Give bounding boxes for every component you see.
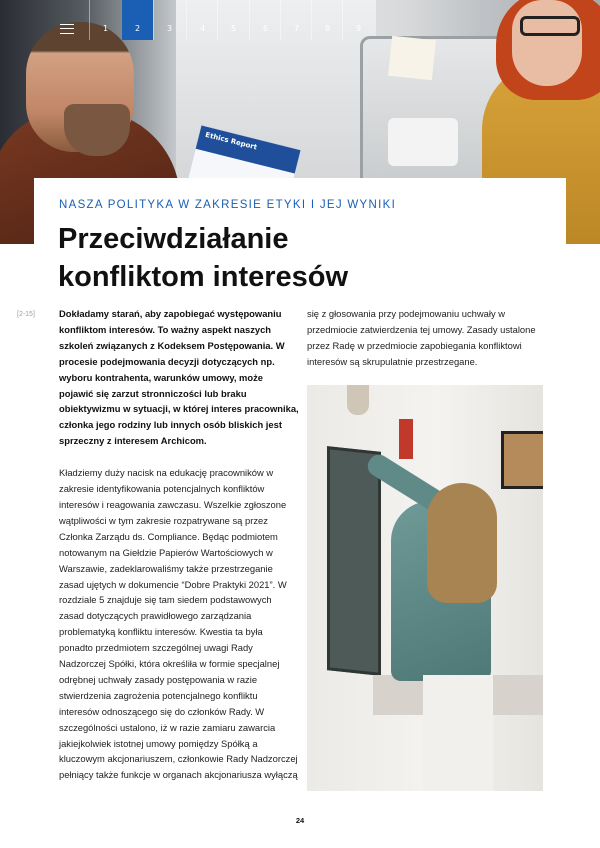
photo-man-beard [64,104,130,156]
nav-page-7[interactable]: 7 [280,0,312,40]
office-photo [307,385,543,791]
photo-frame [501,431,543,489]
nav-page-2[interactable]: 2 [122,0,153,40]
page-title-line-1: Przeciwdziałanie [58,223,289,255]
nav-page-1[interactable]: 1 [89,0,121,40]
page-title-line-2: konfliktom interesów [58,261,349,293]
page-number: 24 [295,816,305,825]
section-kicker: NASZA POLITYKA W ZAKRESIE ETYKI I JEJ WYNIKI [59,199,397,211]
nav-page-5[interactable]: 5 [217,0,249,40]
nav-page-8[interactable]: 8 [311,0,343,40]
nav-page-3[interactable]: 3 [153,0,185,40]
photo-vase [347,385,369,415]
lead-paragraph: Dokładamy starań, aby zapobiegać występowaniu konfliktom interesów. To ważny aspekt naszych szkoleń związanych z Kodeksem Postępowania. W procesie podejmowania decyzji dotyczących np. wyboru kontrahenta, warunków umowy, może pojawić się zarzut stronniczości lub braku obiektywizmu w sytuacji, w której interes pracownika, członka jego rodziny lub innych osób bliskich jest sprzeczny z interesem Archicom. [59,308,299,447]
photo-glasses [520,16,580,36]
photo-woman-face [512,0,582,86]
photo-board [327,446,381,676]
page-navigation [0,0,380,40]
nav-page-9[interactable]: 9 [342,0,374,40]
reference-tag: [2-15] [17,311,35,318]
photo-girl-hair [427,483,497,603]
paper-title: Ethics Report [204,130,258,152]
photo-girl-pants [423,675,493,791]
body-column-left [59,306,299,799]
body-column-right: się z głosowania przy podejmowaniu uchwały w przedmiocie zatwierdzenia tej umowy. Zasady ustalone przez Radę w przedmiocie zapobiegania konfliktowi interesów są skrupulatnie przestrzegane. [307,308,536,367]
page-title [58,220,478,296]
photo-sconce [399,419,413,459]
nav-page-4[interactable]: 4 [186,0,218,40]
photo-note [388,36,436,80]
photo-pillow [388,118,458,166]
body-paragraph: Kładziemy duży nacisk na edukację pracowników w zakresie identyfikowania potencjalnych konfliktów interesów i reagowania zawczasu. Wszelkie zgłoszone wątpliwości w tym zakresie rozpatrywane są przez Członka Zarządu ds. Compliance. Będąc podmiotem notowanym na Giełdzie Papierów Wartościowych w Warszawie, zadeklarowaliśmy także przestrzeganie zasad ujętych w dokumencie “Dobre Praktyki 2021”. W rozdziale 5 znajduje się tam siedem podstawowych zasad dotyczących prawidłowego zarządzania problematyką konfliktu interesów. Kwestia ta była ponadto przedmiotem szczególnej uwagi Rady Nadzorczej Spółki, która określiła w formie specjalnej odrębnej uchwały zasady postępowania w razie stwierdzenia zagrożenia potencjalnego konfliktu interesów odnoszącego się do członków Rady. W szczególności ustalono, iż w razie zamiaru zawarcia jakiejkolwiek istotnej umowy pomiędzy Spółką a kluczowym akcjonariuszem, członkowie Rady Nadzorczej pełniący także funkcje w organach akcjonariusza wyłączą [59,467,298,781]
nav-page-6[interactable]: 6 [249,0,281,40]
menu-icon[interactable] [60,24,74,34]
